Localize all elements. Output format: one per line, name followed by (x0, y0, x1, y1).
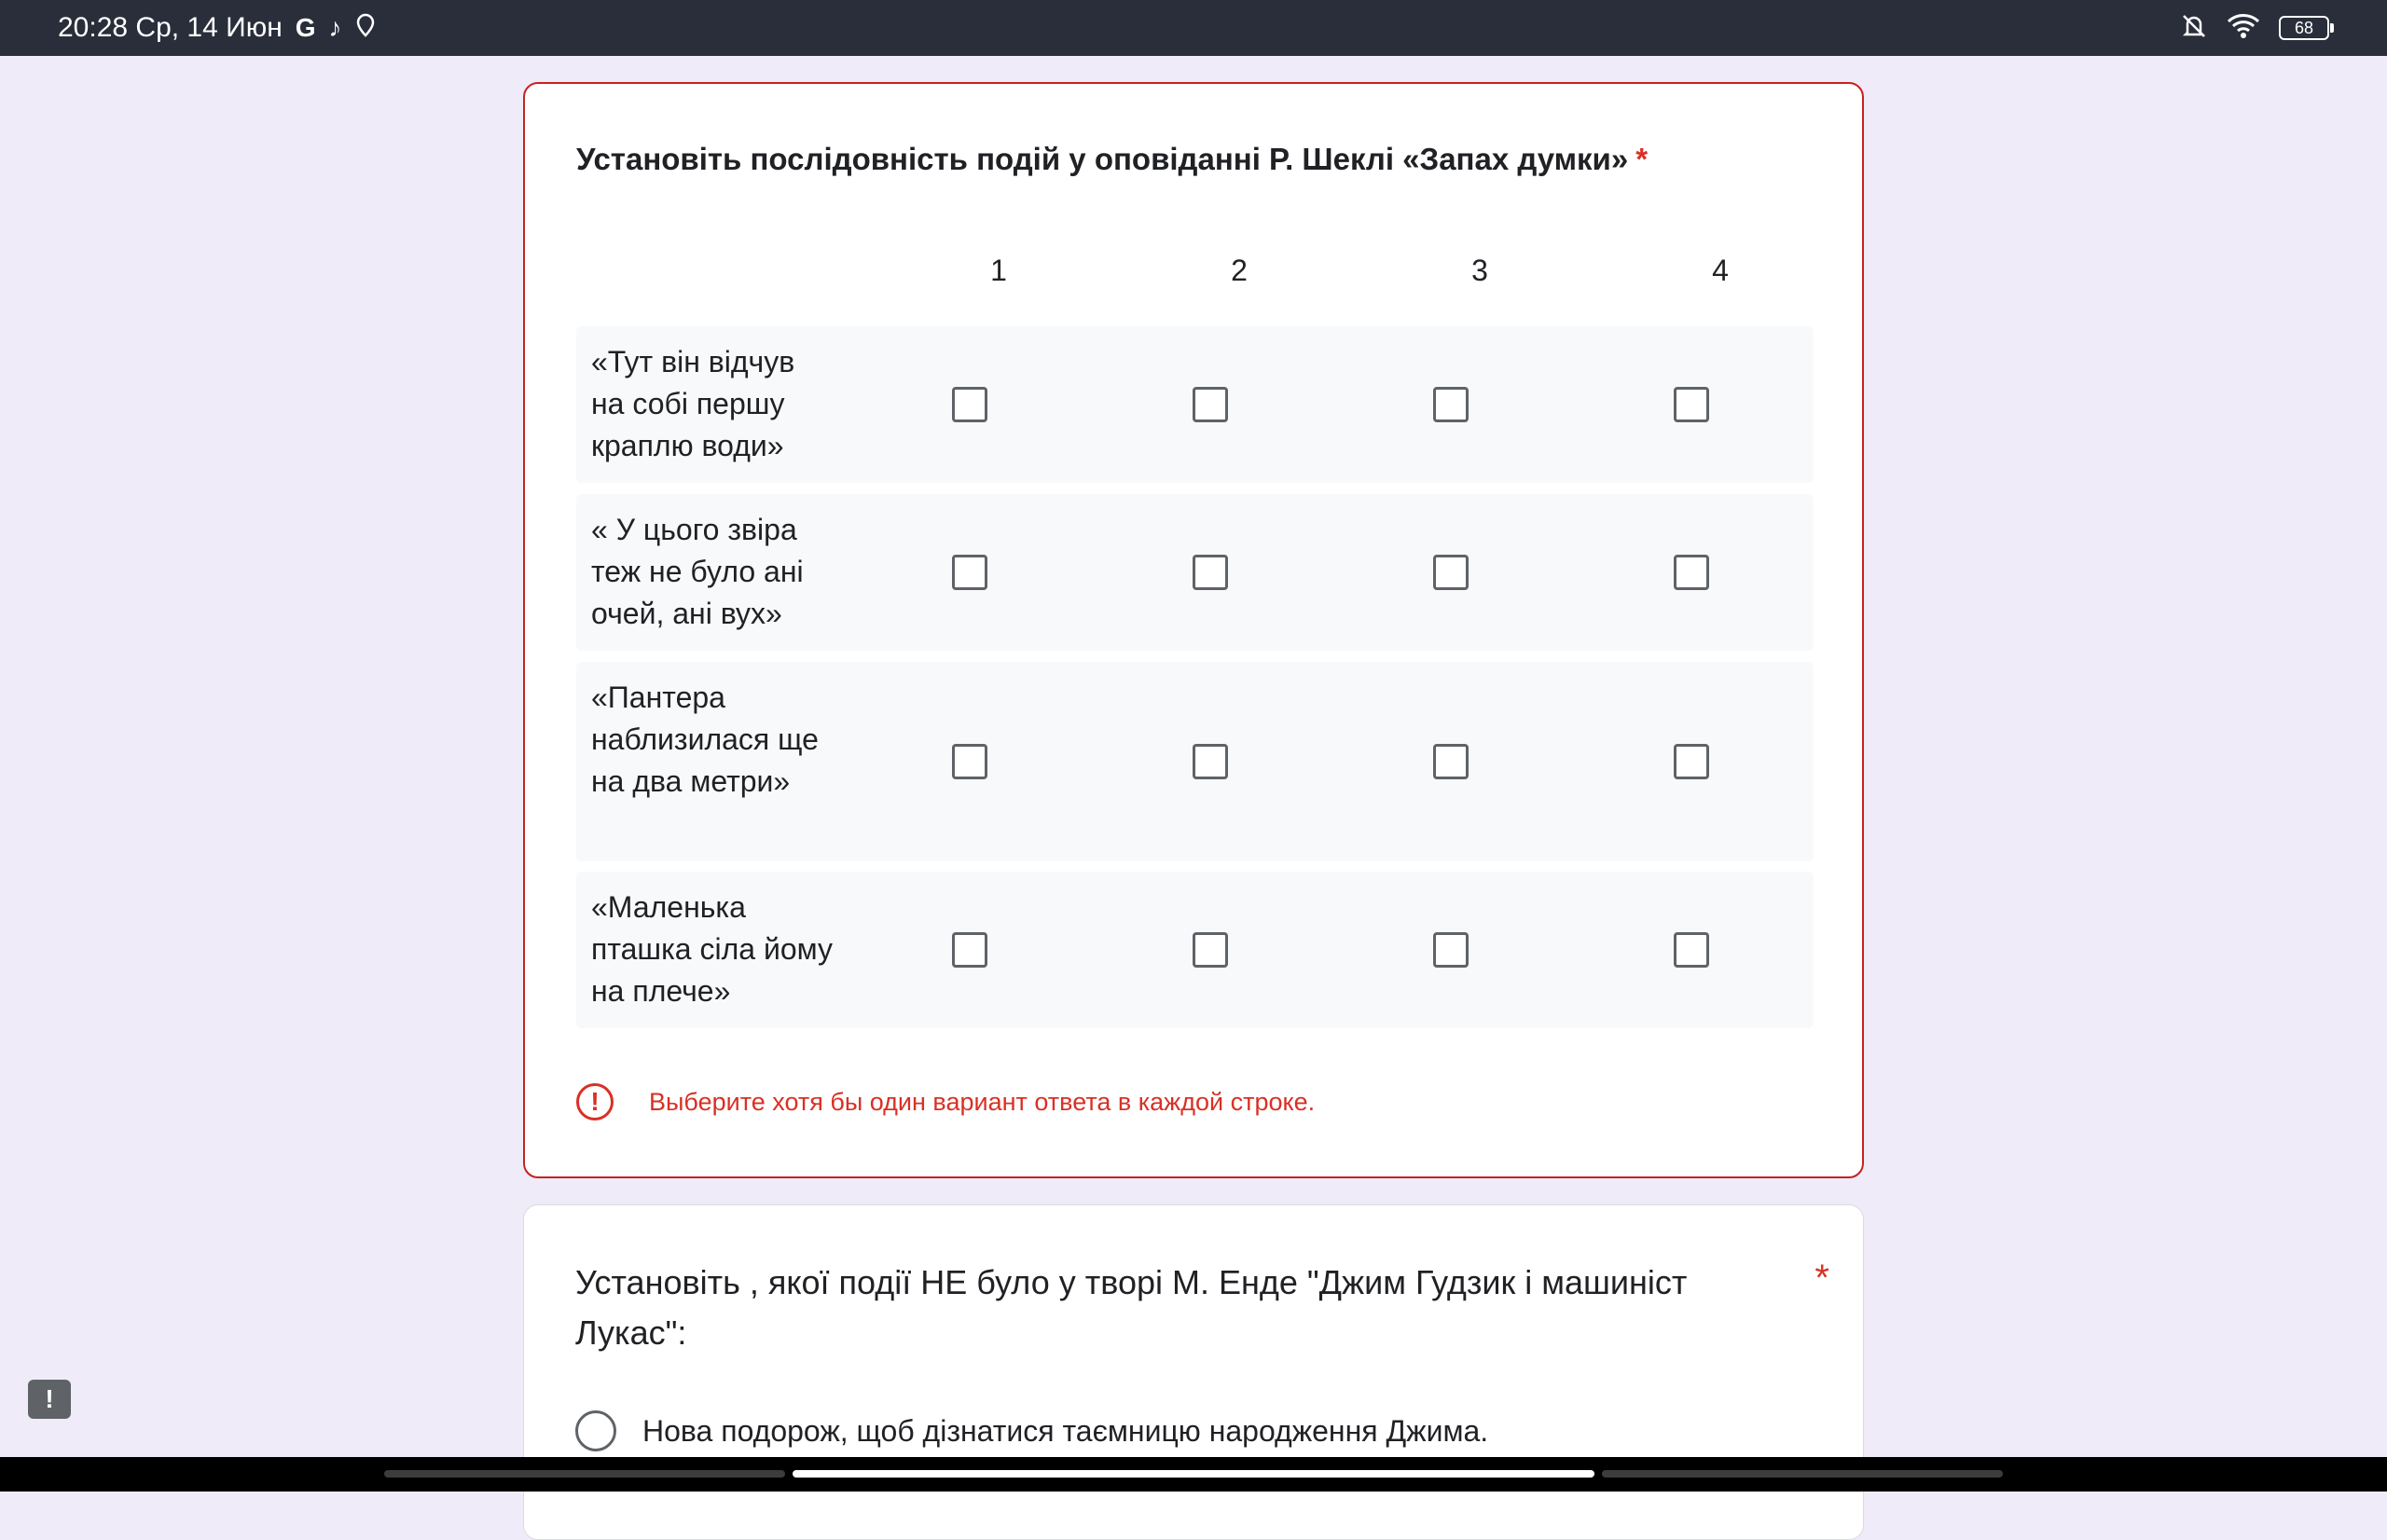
grid-row-label: «Маленька пташка сіла йому на плече» (591, 890, 833, 1008)
checkbox-row1-col3[interactable] (1433, 387, 1469, 422)
checkbox-row1-col2[interactable] (1193, 387, 1228, 422)
column-header-4: 4 (1712, 254, 1729, 287)
validation-error (576, 1079, 1315, 1124)
grid-row-label: «Пантера наблизилася ще на два метри» (591, 681, 819, 798)
status-bar (0, 0, 2387, 56)
report-feedback-icon[interactable]: ! (28, 1380, 71, 1419)
grid-row (576, 494, 1814, 651)
question-card-sequence (523, 82, 1864, 1178)
error-icon: ! (576, 1083, 614, 1121)
grid-row (576, 872, 1814, 1028)
grid-row (576, 662, 1814, 861)
radio-option-label[interactable]: Нова подорож, щоб дізнатися таємницю народження Джима. (642, 1413, 1489, 1448)
question-title: Установіть , якої події НЕ було у творі М. Енде "Джим Гудзик і машиніст Лукас": (575, 1263, 1688, 1352)
checkbox-row4-col1[interactable] (952, 932, 987, 968)
column-header-1: 1 (990, 254, 1007, 287)
question-title (576, 142, 1648, 177)
checkbox-row1-col4[interactable] (1674, 387, 1709, 422)
nav-handle-left (384, 1470, 785, 1478)
status-time: 20:28 Ср, 14 Июн (58, 12, 283, 43)
nav-handle-center[interactable] (793, 1470, 1594, 1478)
radio-option[interactable] (575, 1410, 1488, 1451)
question-title-text: Установіть послідовність подій у оповіданні Р. Шеклі «Запах думки» (576, 142, 1629, 176)
checkbox-row2-col1[interactable] (952, 555, 987, 590)
maps-pin-icon (355, 13, 376, 44)
checkbox-row2-col2[interactable] (1193, 555, 1228, 590)
checkbox-row3-col4[interactable] (1674, 744, 1709, 779)
checkbox-row3-col1[interactable] (952, 744, 987, 779)
checkbox-row2-col3[interactable] (1433, 555, 1469, 590)
grid-row-label: « У цього звіра теж не було ані очей, ані вух» (591, 513, 804, 630)
grid-row (576, 326, 1814, 483)
radio-button[interactable] (575, 1410, 616, 1451)
battery-indicator: 68 (2279, 16, 2329, 40)
column-header-3: 3 (1471, 254, 1488, 287)
grid-row-label: «Тут він відчув на собі першу краплю води» (591, 345, 795, 462)
bell-off-icon (2180, 12, 2208, 45)
checkbox-row2-col4[interactable] (1674, 555, 1709, 590)
error-message: Выберите хотя бы один вариант ответа в каждой строке. (649, 1087, 1316, 1116)
tiktok-icon: ♪ (328, 13, 342, 42)
checkbox-row3-col3[interactable] (1433, 744, 1469, 779)
checkbox-row1-col1[interactable] (952, 387, 987, 422)
checkbox-row4-col4[interactable] (1674, 932, 1709, 968)
required-asterisk: * (1635, 142, 1649, 176)
required-asterisk: * (1814, 1258, 1829, 1299)
checkbox-row3-col2[interactable] (1193, 744, 1228, 779)
navigation-bar (0, 1457, 2387, 1492)
checkbox-row4-col2[interactable] (1193, 932, 1228, 968)
checkbox-row4-col3[interactable] (1433, 932, 1469, 968)
wifi-icon (2227, 13, 2260, 44)
column-header-2: 2 (1231, 254, 1248, 287)
google-icon: G (295, 13, 316, 42)
nav-handle-right (1602, 1470, 2003, 1478)
